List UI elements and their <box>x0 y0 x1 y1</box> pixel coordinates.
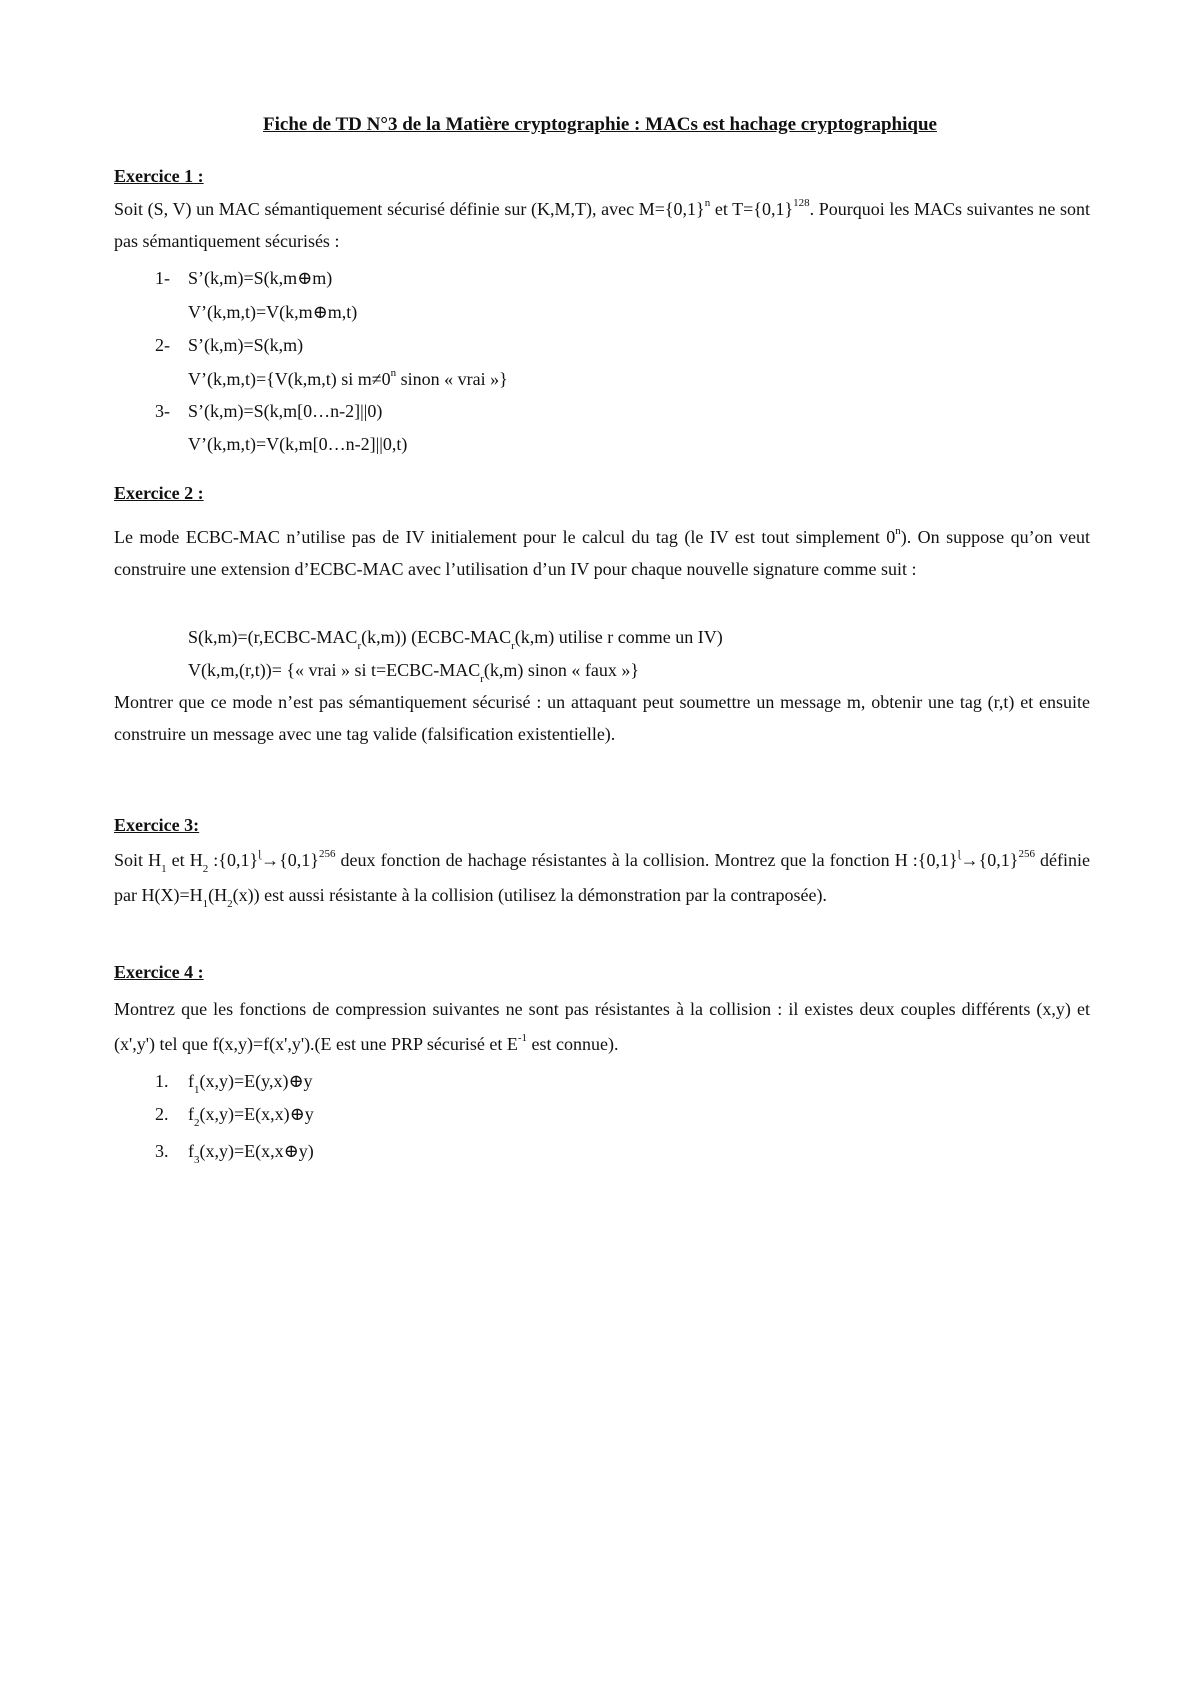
body-superscript: 256 <box>318 848 336 860</box>
body-text: et H <box>166 850 203 870</box>
exercise-4-intro <box>114 992 1090 1062</box>
body-superscript: 256 <box>1018 848 1035 860</box>
intro-text: Le mode ECBC-MAC n’utilise pas de IV initialement pour le calcul du tag (le IV est tout simplement 0 <box>114 527 896 547</box>
intro-superscript: n <box>704 197 711 209</box>
scheme-verify <box>188 369 508 390</box>
function-definition: (x,y)=E(x,x⊕y) <box>199 1141 314 1161</box>
body-superscript: ɭ <box>258 848 262 860</box>
sign-text: (k,m) utilise r comme un IV) <box>514 627 723 647</box>
item-number: 1. <box>155 1071 169 1091</box>
function-definition: (x,y)=E(y,x)⊕y <box>199 1071 313 1091</box>
function-index: 1 <box>194 1083 200 1096</box>
item-number: 2- <box>155 335 170 355</box>
body-subscript: 2 <box>202 862 209 875</box>
exercise-2-intro <box>114 521 1090 585</box>
body-text: :{0,1} <box>208 850 259 870</box>
scheme-verify <box>188 660 639 685</box>
scheme-sign: S’(k,m)=S(k,m⊕m) <box>188 268 333 288</box>
verify-text: V’(k,m,t)={V(k,m,t) si m≠0 <box>188 369 391 389</box>
scheme-verify: V’(k,m,t)=V(k,m⊕m,t) <box>188 302 358 322</box>
body-text: →{0,1} <box>261 850 319 870</box>
scheme-verify: V’(k,m,t)=V(k,m[0…n-2]||0,t) <box>188 434 408 454</box>
verify-superscript: n <box>390 367 397 379</box>
exercise-1-intro <box>114 193 1090 257</box>
body-text: (x)) est aussi résistante à la collision (utilisez la démonstration par la contraposée). <box>232 885 827 905</box>
body-text: (H <box>208 885 228 905</box>
function-name: f <box>188 1071 194 1091</box>
body-superscript: ɭ <box>957 848 961 860</box>
compression-function <box>188 1141 314 1166</box>
function-definition: (x,y)=E(x,x)⊕y <box>199 1104 314 1124</box>
sign-subscript: r <box>511 639 515 652</box>
page-title: Fiche de TD N°3 de la Matière cryptographie : MACs est hachage cryptographique <box>263 114 937 135</box>
exercise-1-heading: Exercice 1 : <box>114 166 204 186</box>
intro-superscript: 128 <box>793 197 810 209</box>
body-text: →{0,1} <box>960 850 1019 870</box>
scheme-sign: S’(k,m)=S(k,m[0…n-2]||0) <box>188 401 383 421</box>
body-subscript: 2 <box>227 897 233 910</box>
verify-text: (k,m) sinon « faux »} <box>483 660 639 680</box>
intro-text: . Pourquoi les MACs suivantes ne sont pas sémantiquement sécurisés : <box>114 199 1091 251</box>
sign-text: S(k,m)=(r,ECBC-MAC <box>188 627 358 647</box>
intro-text: est connue). <box>527 1034 619 1054</box>
function-index: 2 <box>194 1116 200 1129</box>
exercise-3-body <box>114 843 1090 913</box>
function-name: f <box>188 1104 194 1124</box>
body-subscript: 1 <box>161 862 167 875</box>
exercise-3-heading: Exercice 3: <box>114 815 200 835</box>
verify-text: V(k,m,(r,t))= {« vrai » si t=ECBC-MAC <box>188 660 481 680</box>
item-number: 2. <box>155 1104 169 1124</box>
function-index: 3 <box>194 1153 200 1166</box>
exercise-2-heading: Exercice 2 : <box>114 483 204 503</box>
sign-subscript: r <box>357 639 362 652</box>
body-text: deux fonction de hachage résistantes à la collision. Montrez que la fonction H :{0,1} <box>335 850 958 870</box>
function-name: f <box>188 1141 194 1161</box>
exercise-4-heading: Exercice 4 : <box>114 962 204 982</box>
exercise-2-conclusion: Montrer que ce mode n’est pas sémantiquement sécurisé : un attaquant peut soumettre un message m, obtenir une tag (r,t) et ensuite construire un message avec une tag valide (falsification existentielle). <box>114 692 1090 744</box>
intro-text: et T={0,1} <box>710 199 794 219</box>
compression-function <box>188 1104 314 1129</box>
verify-subscript: r <box>480 672 484 685</box>
scheme-sign <box>188 627 723 652</box>
intro-text: Soit (S, V) un MAC sémantiquement sécurisé définie sur (K,M,T), avec M={0,1} <box>114 199 705 219</box>
item-number: 3- <box>155 401 170 421</box>
body-subscript: 1 <box>202 897 209 910</box>
sign-text: (k,m)) (ECBC-MAC <box>361 627 512 647</box>
intro-text: Montrez que les fonctions de compression suivantes ne sont pas résistantes à la collision : il existes deux couples différents (x,y) et (x',y') tel que f(x,y)=f(x',y').(E est une PRP sécurisé et E <box>114 999 1090 1054</box>
body-text: définie par H(X)=H <box>114 850 1090 905</box>
intro-superscript: -1 <box>517 1032 528 1044</box>
item-number: 3. <box>155 1141 169 1161</box>
verify-text: sinon « vrai »} <box>396 369 508 389</box>
item-number: 1- <box>155 268 170 288</box>
scheme-sign: S’(k,m)=S(k,m) <box>188 335 304 355</box>
body-text: Soit H <box>114 850 162 870</box>
intro-text: ). On suppose qu’on veut construire une extension d’ECBC-MAC avec l’utilisation d’un IV pour chaque nouvelle signature comme suit : <box>114 527 1090 579</box>
compression-function <box>188 1071 313 1096</box>
intro-superscript: n <box>895 525 901 537</box>
